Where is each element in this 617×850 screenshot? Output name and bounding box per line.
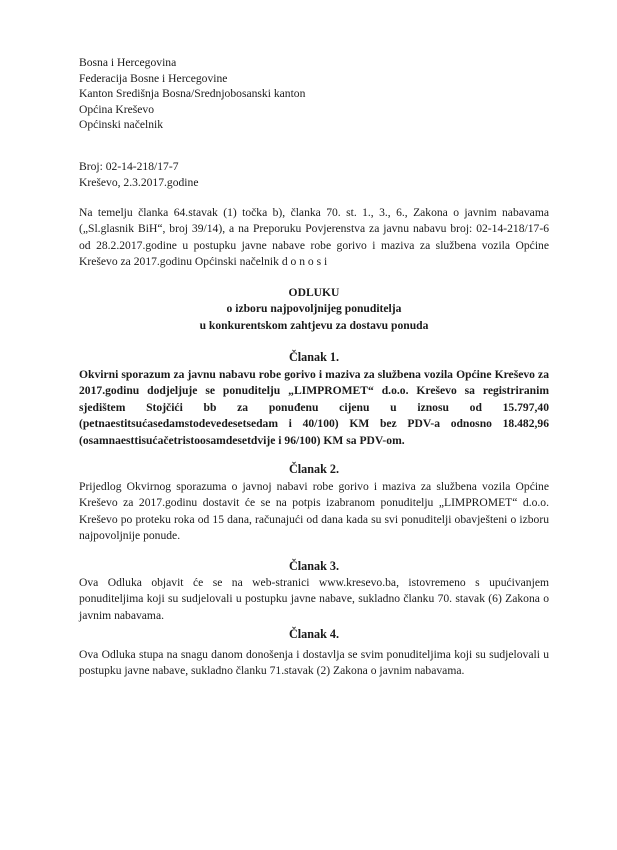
decision-subtitle-1: o izboru najpovoljnijeg ponuditelja <box>226 302 402 316</box>
header-line-mayor: Općinski načelnik <box>79 118 164 131</box>
decision-subtitle-2: u konkurentskom zahtjevu za dostavu ponuda <box>199 318 429 332</box>
intro-paragraph: Na temelju članka 64.stavak (1) točka b), članka 70. st. 1., 3., 6., Zakona o javnim nabavama („Sl.glasnik BiH“, broj 39/14), a na Preporuku Povjerenstva za javnu nabavu broj: 02-14-218/17-6 od 28.2.2017.godine u postupku javne nabave robe gorivo i maziva za službena vozila Općine Kreševo za 2017.godinu Općinski načelnik d o n o s i <box>79 206 549 269</box>
reference-block <box>79 159 198 191</box>
header-line-country: Bosna i Hercegovina <box>79 56 177 69</box>
decision-title-block <box>79 285 549 334</box>
article-3-text: Ova Odluka objavit će se na web-stranici www.kresevo.ba, istovremeno s upućivanjem ponuditeljima koji su sudjelovali u postupku javne nabave, sukladno članku 70. stavak (6) Zakona o javnim nabavama. <box>79 576 549 622</box>
decision-title: ODLUKU <box>288 286 340 299</box>
place-date: Kreševo, 2.3.2017.godine <box>79 176 199 189</box>
article-1-text: Okvirni sporazum za javnu nabavu robe gorivo i maziva za službena vozila Općine Kreševo za 2017.godinu dodjeljuje se ponuditelju „LIMPROMET“ d.o.o. Kreševo sa registriranim sjedištem Stojčići bb za ponuđenu cijenu u iznosu od 15.797,40 (petnaestitsućasedamstodevedesetsedam i 40/100) KM bez PDV-a odnosno 18.482,96 (osamnaesttisućačetristoosamdesetdvije i 96/100) KM sa PDV-om. <box>79 368 549 447</box>
article-1-heading: Članak 1. <box>288 350 340 364</box>
article-2-heading: Članak 2. <box>288 462 340 476</box>
header-line-canton: Kanton Središnja Bosna/Srednjobosanski kanton <box>79 87 306 100</box>
issuer-header <box>79 55 305 133</box>
article-3-heading: Članak 3. <box>288 559 340 573</box>
article-4-heading: Članak 4. <box>288 627 340 641</box>
article-4-text: Ova Odluka stupa na snagu danom donošenja i dostavlja se svim ponuditeljima koji su sudjelovali u postupku javne nabave, sukladno članku 71.stavak (2) Zakona o javnim nabavama. <box>79 648 549 678</box>
reference-number: Broj: 02-14-218/17-7 <box>79 160 179 173</box>
header-line-municipality: Općina Kreševo <box>79 102 155 116</box>
article-2-text: Prijedlog Okvirnog sporazuma o javnoj nabavi robe gorivo i maziva za službena vozila Općine Kreševo za 2017.godinu dostavit će se na potpis izabranom ponuditelju „LIMPROMET“ d.o.o. Kreševo po proteku roka od 15 dana, računajući od dana kada su svi ponuditelji obavješteni o izboru najpovoljnije ponude. <box>79 480 549 543</box>
header-line-federation: Federacija Bosne i Hercegovine <box>79 71 228 85</box>
